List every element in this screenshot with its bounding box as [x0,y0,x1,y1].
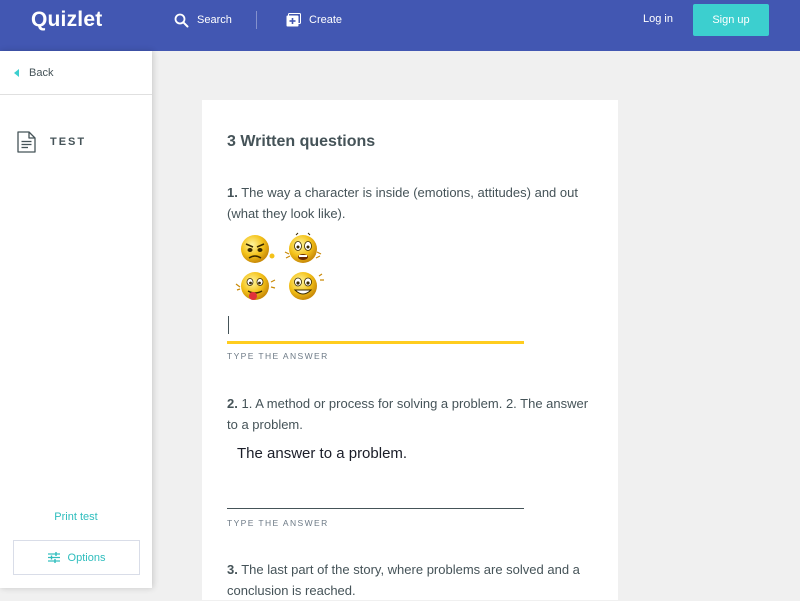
answer-hint-2: TYPE THE ANSWER [227,518,329,528]
back-button[interactable] [0,51,152,95]
test-mode-item[interactable] [17,131,86,153]
answer-value-2: The answer to a problem. [237,445,408,462]
test-card [202,100,618,600]
create-label: Create [309,14,343,26]
create-icon [286,13,301,27]
search-icon [174,13,189,28]
nav-divider [256,11,257,29]
question-3 [227,559,597,601]
question-text: 1. A method or process for solving a problem. 2. The answer to a problem. [227,396,589,432]
question-text: The last part of the story, where problems are solved and a conclusion is reached. [227,562,580,598]
search-button[interactable] [174,0,232,40]
document-icon [17,131,36,153]
sidebar [0,51,152,588]
question-1 [227,182,597,224]
back-label: Back [29,66,54,79]
emotions-emoji-image [228,232,332,304]
question-number: 2. [227,396,238,411]
page-title: 3 Written questions [227,133,376,150]
answer-hint-1: TYPE THE ANSWER [227,351,329,361]
sliders-icon [48,552,60,563]
quizlet-logo[interactable]: Quizlet [31,8,103,31]
signup-button[interactable]: Sign up [693,4,769,36]
print-test-link[interactable]: Print test [54,511,98,523]
options-label: Options [67,551,106,564]
answer-input-2[interactable] [227,440,524,509]
back-caret-icon [14,69,19,77]
test-mode-label: TEST [50,136,87,148]
login-link[interactable]: Log in [643,13,673,25]
question-number: 1. [227,185,238,200]
question-number: 3. [227,562,238,577]
top-navbar [0,0,800,51]
create-button[interactable] [286,0,342,40]
search-label: Search [197,14,232,26]
options-button[interactable] [13,540,140,575]
text-cursor [228,316,229,334]
question-2 [227,393,597,435]
answer-input-1[interactable] [227,310,524,344]
question-text: The way a character is inside (emotions, attitudes) and out (what they look like). [227,185,578,221]
